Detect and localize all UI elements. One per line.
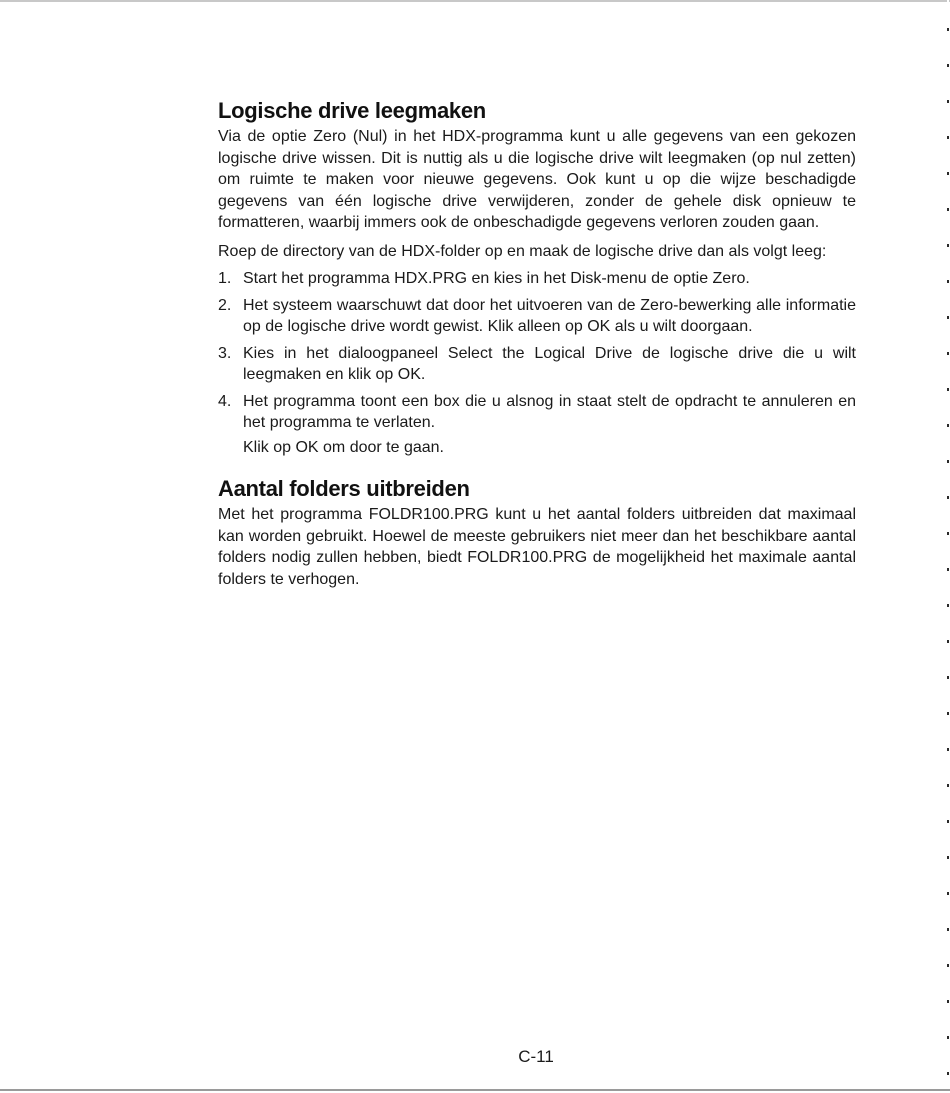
page-right-edge — [947, 0, 949, 1093]
steps-list — [218, 268, 856, 434]
page-top-edge — [0, 0, 950, 2]
section-folders — [218, 474, 856, 590]
intro-paragraph: Via de optie Zero (Nul) in het HDX-programma kunt u alle gegevens van een gekozen logische drive wissen. Dit is nuttig als u die logische drive wilt leegmaken (op nul zetten) om ruimte te maken voor nieuwe gegevens. Ook kunt u op die wijze beschadigde gegevens van één logische drive verwijderen, zonder de gehele disk opnieuw te formatteren, waarbij immers ook de onbeschadigde gegevens verloren zouden gaan. — [218, 128, 856, 231]
step-number: 1. — [218, 270, 232, 287]
step-number: 2. — [218, 296, 232, 314]
page-bottom-edge — [0, 1089, 950, 1091]
step-final-note: Klik op OK om door te gaan. — [243, 438, 444, 456]
instruction-paragraph: Roep de directory van de HDX-folder op en maak de logische drive dan als volgt leeg: — [218, 242, 827, 260]
step-text: Start het programma HDX.PRG en kies in het Disk-menu de optie Zero. — [243, 270, 750, 287]
step-number: 4. — [218, 392, 232, 410]
section-heading: Logische drive leegmaken — [218, 98, 486, 123]
step-number: 3. — [218, 344, 232, 362]
section-logische-drive — [218, 96, 856, 458]
list-item — [218, 295, 856, 338]
step-text: Het systeem waarschuwt dat door het uitvoeren van de Zero-bewerking alle informatie op de logische drive wordt gewist. Klik alleen op OK als u wilt doorgaan. — [243, 296, 856, 335]
list-item — [218, 391, 856, 434]
step-text: Het programma toont een box die u alsnog in staat stelt de opdracht te annuleren en het programma te verlaten. — [243, 392, 856, 431]
page-content — [218, 96, 856, 590]
page-number: C-11 — [518, 1047, 554, 1066]
step-text: Kies in het dialoogpaneel Select the Logical Drive de logische drive die u wilt leegmaken en klik op OK. — [243, 344, 856, 383]
section-heading: Aantal folders uitbreiden — [218, 476, 470, 501]
list-item — [218, 268, 856, 290]
list-item — [218, 343, 856, 386]
body-paragraph: Met het programma FOLDR100.PRG kunt u het aantal folders uitbreiden dat maximaal kan worden gebruikt. Hoewel de meeste gebruikers niet meer dan het beschikbare aantal folders nodig zullen hebben, biedt FOLDR100.PRG de mogelijkheid het maximale aantal folders te verhogen. — [218, 506, 856, 588]
